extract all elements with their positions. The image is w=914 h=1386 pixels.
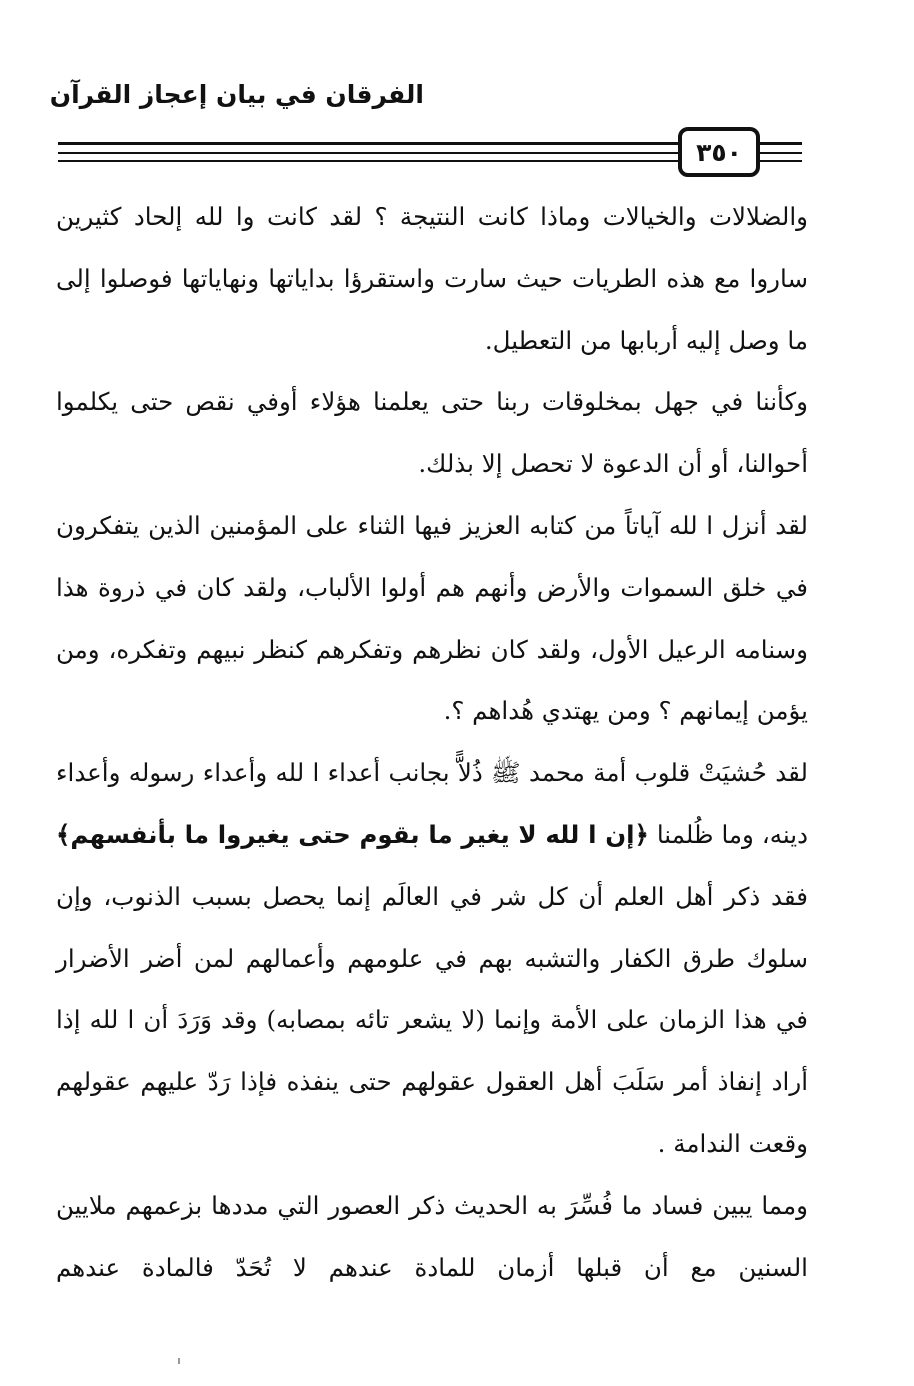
page-number: ٣٥٠: [678, 127, 760, 177]
paragraph-4-rest: فقد ذكر أهل العلم أن كل شر في العالَم إنما يحصل بسبب الذنوب، وإن سلوك طرق الكفار والتشبه بهم في علومهم وأعمالهم لمن أضر الأضرار في هذا الزمان على الأمة وإنما (لا يشعر تائه بمصابه) وقد وَرَدَ أن ا لله إذا أراد إنفاذ أمر سَلَبَ أهل العقول عقولهم حتى ينفذه فإذا رَدّ عليهم عقولهم وقعت الندامة .: [56, 881, 808, 1158]
paragraph-4: [56, 742, 808, 1175]
paragraph-3: لقد أنزل ا لله آياتاً من كتابه العزيز فيها الثناء على المؤمنين الذين يتفكرون في خلق السموات والأرض وأنهم هم أولوا الألباب، ولقد كان في ذروة هذا وسنامه الرعيل الأول، ولقد كان نظرهم وتفكرهم كنظر نبيهم وتفكره، ومن يؤمن إيمانهم ؟ ومن يهتدي هُداهم ؟.: [56, 510, 808, 726]
paragraph-2: وكأننا في جهل بمخلوقات ربنا حتى يعلمنا هؤلاء أوفي نقص حتى يكلموا أحوالنا، أو أن الدعوة لا تحصل إلا بذلك.: [56, 387, 808, 479]
paragraph-4-lead: لقد حُشيَتْ قلوب أمة محمد ﷺ ذُلاًّ بجانب أعداء ا لله وأعداء رسوله وأعداء دينه، وما ظُلمنا: [56, 758, 808, 849]
scan-mark: [178, 1358, 180, 1364]
page-body: [56, 186, 808, 1298]
paragraph-1: والضلالات والخيالات وماذا كانت النتيجة ؟ لقد كانت وا لله إلحاد كثيرين ساروا مع هذه الطريات حيث سارت واستقرؤا بداياتها ونهاياتها فوصلوا إلى ما وصل إليه أربابها من التعطيل.: [56, 202, 808, 355]
quran-quote: ﴿إن ا لله لا يغير ما بقوم حتى يغيروا ما بأنفسهم﴾: [56, 819, 649, 849]
running-title: الفرقان في بيان إعجاز القرآن: [49, 80, 424, 109]
paragraph-5: ومما يبين فساد ما فُسِّرَ به الحديث ذكر العصور التي مددها بزعمهم ملايين السنين مع أن قبلها أزمان للمادة عندهم لا تُحَدّ فالمادة عندهم: [56, 1190, 808, 1282]
